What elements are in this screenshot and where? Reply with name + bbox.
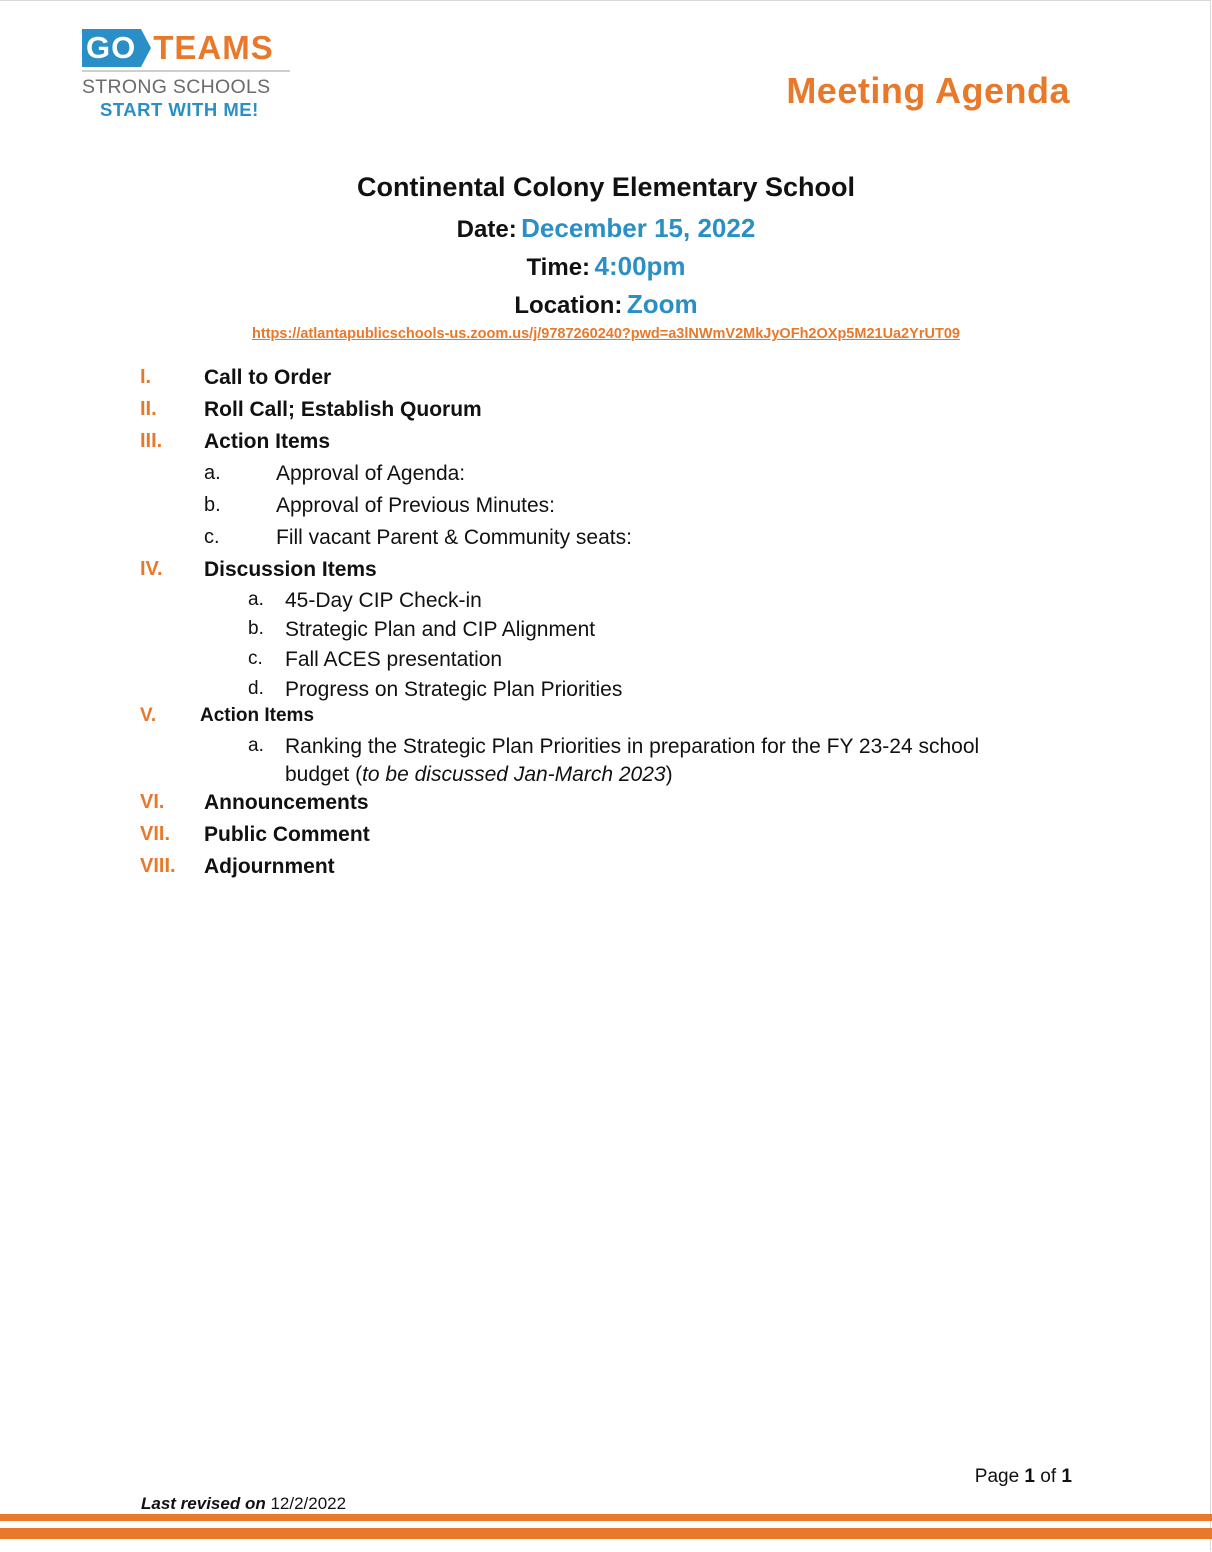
last-revised	[141, 1494, 346, 1514]
time-line	[0, 251, 1212, 282]
subitem-text: 45-Day CIP Check-in	[285, 589, 482, 612]
location-value: Zoom	[626, 289, 698, 319]
revised-date: 12/2/2022	[270, 1494, 347, 1513]
continuation-note: to be discussed Jan-March 2023	[362, 763, 666, 786]
continuation-suffix: )	[665, 763, 673, 786]
date-value: December 15, 2022	[521, 213, 756, 243]
agenda-item	[0, 398, 1212, 428]
page-title: Meeting Agenda	[786, 70, 1070, 111]
subitem-letter: d.	[248, 678, 264, 699]
agenda-number: I.	[140, 366, 152, 388]
agenda-title: Call to Order	[204, 366, 332, 389]
goteams-logo	[82, 28, 294, 124]
location-line	[0, 289, 1212, 320]
subitem-letter: a.	[248, 589, 264, 610]
logo-tagline-1: STRONG SCHOOLS	[82, 76, 271, 98]
agenda-item	[0, 366, 1212, 396]
agenda-item	[0, 823, 1212, 853]
logo-divider	[82, 70, 290, 72]
agenda-subitem	[0, 618, 1212, 648]
page-of: of	[1040, 1466, 1057, 1487]
subitem-letter: b.	[204, 494, 221, 516]
agenda-item	[0, 791, 1212, 821]
location-label: Location:	[514, 292, 623, 319]
continuation-prefix: budget (	[285, 763, 363, 786]
agenda-number: VIII.	[140, 855, 176, 877]
subitem-letter: a.	[248, 735, 264, 756]
agenda-title: Action Items	[200, 705, 315, 726]
agenda-subitem	[0, 494, 1212, 524]
footer-rule-top	[0, 1514, 1212, 1521]
agenda-number: VI.	[140, 791, 165, 813]
logo-arrow-icon	[141, 29, 151, 67]
agenda-item	[0, 558, 1212, 588]
agenda-title: Action Items	[204, 430, 331, 453]
subitem-continuation	[285, 763, 673, 787]
agenda-item	[0, 430, 1212, 460]
subitem-letter: a.	[204, 462, 221, 484]
revised-label: Last revised on	[141, 1494, 266, 1513]
subitem-text: Approval of Previous Minutes:	[276, 494, 555, 517]
subitem-text: Fall ACES presentation	[285, 648, 503, 671]
agenda-item	[0, 855, 1212, 885]
agenda-title: Discussion Items	[204, 558, 377, 581]
agenda-title: Public Comment	[204, 823, 370, 846]
subitem-text: Strategic Plan and CIP Alignment	[285, 618, 596, 641]
school-name: Continental Colony Elementary School	[356, 172, 856, 202]
subitem-letter: c.	[204, 526, 220, 548]
agenda-number: VII.	[140, 823, 171, 845]
agenda-number: III.	[140, 430, 163, 452]
time-value: 4:00pm	[594, 251, 686, 281]
agenda-subitem	[0, 462, 1212, 492]
agenda-subitem	[0, 678, 1212, 708]
agenda-number: IV.	[140, 558, 163, 580]
subitem-text: Approval of Agenda:	[276, 462, 466, 485]
date-line	[0, 213, 1212, 244]
time-label: Time:	[526, 254, 591, 281]
logo-go: GO	[82, 29, 141, 67]
agenda-subitem	[0, 526, 1212, 556]
agenda-item	[0, 705, 1212, 735]
agenda-number: II.	[140, 398, 157, 420]
zoom-link-line	[0, 325, 1212, 343]
logo-tagline-2: START WITH ME!	[100, 99, 259, 120]
subitem-text: Fill vacant Parent & Community seats:	[276, 526, 632, 549]
subitem-text: Progress on Strategic Plan Priorities	[285, 678, 623, 701]
logo-wordmark	[82, 28, 294, 68]
page-total: 1	[1061, 1466, 1072, 1487]
agenda-subitem	[0, 589, 1212, 619]
zoom-link[interactable]: https://atlantapublicschools-us.zoom.us/j/9787260240?pwd=a3lNWmV2MkJyOFh2OXp5M21Ua2YrUT09	[252, 326, 960, 342]
agenda-subitem-continuation	[0, 763, 1212, 793]
agenda-title: Roll Call; Establish Quorum	[204, 398, 482, 421]
agenda-subitem	[0, 648, 1212, 678]
subitem-text: Ranking the Strategic Plan Priorities in preparation for the FY 23-24 school	[285, 735, 980, 758]
agenda-title: Adjournment	[204, 855, 335, 878]
footer-rule-bottom	[0, 1528, 1212, 1539]
agenda-number: V.	[140, 705, 157, 726]
subitem-letter: b.	[248, 618, 264, 639]
subitem-letter: c.	[248, 648, 263, 669]
logo-teams: TEAMS	[153, 29, 274, 66]
page-current: 1	[1024, 1466, 1035, 1487]
date-label: Date:	[456, 216, 517, 243]
page-word: Page	[974, 1466, 1020, 1487]
page-number	[975, 1466, 1072, 1488]
agenda-subitem	[0, 735, 1212, 765]
agenda-title: Announcements	[204, 791, 369, 814]
